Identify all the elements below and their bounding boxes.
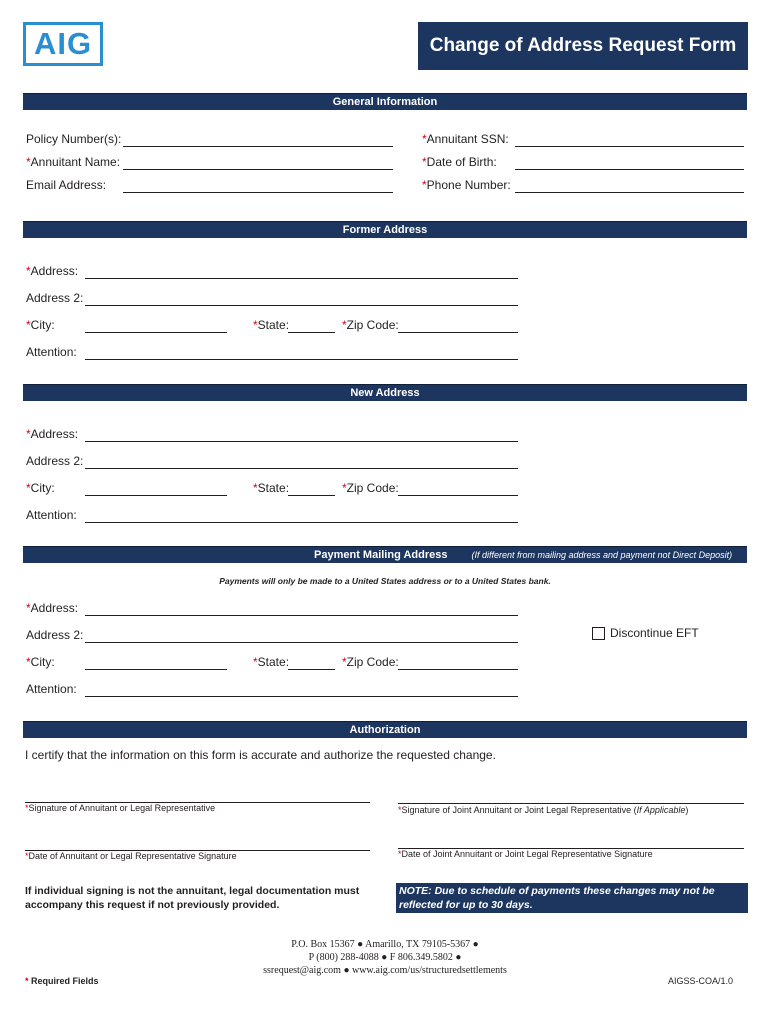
former-address2-label: Address 2: (26, 291, 84, 305)
phone-number-text: Phone Number: (426, 178, 511, 192)
email-label: Email Address: (26, 178, 107, 192)
annuitant-ssn-field[interactable] (515, 146, 744, 147)
required-mark: * (253, 481, 258, 495)
discontinue-eft-checkbox[interactable] (592, 627, 605, 640)
payment-zip-field[interactable] (398, 669, 518, 670)
processing-time-note: NOTE: Due to schedule of payments these changes may not be reflected for up to 30 days. (396, 883, 748, 913)
required-mark: * (26, 318, 31, 332)
former-city-label (26, 318, 55, 332)
former-state-label (253, 318, 289, 332)
new-city-field[interactable] (85, 495, 227, 496)
email-field[interactable] (123, 192, 393, 193)
required-mark: * (25, 803, 29, 813)
new-city-label (26, 481, 55, 495)
required-fields-legend (25, 976, 99, 986)
new-address-field[interactable] (85, 441, 518, 442)
payment-address-field[interactable] (85, 615, 518, 616)
payment-state-text: State: (257, 655, 290, 669)
annuitant-ssn-text: Annuitant SSN: (426, 132, 509, 146)
payment-address2-field[interactable] (85, 642, 518, 643)
annuitant-ssn-label (422, 132, 509, 146)
required-mark: * (422, 178, 427, 192)
policy-number-field[interactable] (123, 146, 393, 147)
payment-section-title: Payment Mailing Address (314, 549, 448, 561)
section-authorization: Authorization (23, 721, 747, 738)
annuitant-name-text: Annuitant Name: (30, 155, 121, 169)
required-mark: * (26, 264, 31, 278)
section-general-information: General Information (23, 93, 747, 110)
joint-signature-label (398, 805, 688, 815)
annuitant-name-label (26, 155, 120, 169)
former-state-text: State: (257, 318, 290, 332)
date-of-birth-field[interactable] (515, 169, 744, 170)
required-fields-text: Required Fields (31, 976, 99, 986)
payment-address-text: Address: (30, 601, 79, 615)
new-address-text: Address: (30, 427, 79, 441)
new-city-text: City: (30, 481, 55, 495)
annuitant-signature-text: Signature of Annuitant or Legal Representative (28, 803, 216, 813)
former-zip-field[interactable] (398, 332, 518, 333)
annuitant-date-label (25, 851, 237, 861)
joint-date-label (398, 849, 653, 859)
policy-number-label: Policy Number(s): (26, 132, 122, 146)
former-attention-label: Attention: (26, 345, 77, 359)
required-mark: * (398, 805, 402, 815)
required-mark: * (398, 849, 402, 859)
joint-signature-if-applicable: If Applicable (636, 805, 686, 815)
footer-phone-fax: P (800) 288-4088 ● F 806.349.5802 ● (308, 952, 462, 963)
section-former-address: Former Address (23, 221, 747, 238)
new-attention-field[interactable] (85, 522, 518, 523)
required-mark: * (422, 155, 427, 169)
joint-signature-field[interactable] (398, 803, 744, 804)
aig-logo: AIG (23, 22, 103, 66)
form-title: Change of Address Request Form (418, 22, 748, 70)
joint-signature-suffix: ) (685, 805, 689, 815)
former-address-field[interactable] (85, 278, 518, 279)
payment-zip-label (342, 655, 399, 669)
required-mark: * (342, 481, 347, 495)
payment-state-field[interactable] (288, 669, 335, 670)
date-of-birth-text: Date of Birth: (426, 155, 497, 169)
required-mark: * (253, 655, 258, 669)
required-mark: * (342, 655, 347, 669)
new-zip-field[interactable] (398, 495, 518, 496)
payment-section-note: (If different from mailing address and payment not Direct Deposit) (471, 550, 733, 560)
former-address2-field[interactable] (85, 305, 518, 306)
former-state-field[interactable] (288, 332, 335, 333)
phone-number-field[interactable] (515, 192, 744, 193)
payment-address2-label: Address 2: (26, 628, 84, 642)
required-mark: * (422, 132, 427, 146)
new-address2-field[interactable] (85, 468, 518, 469)
required-mark: * (26, 427, 31, 441)
joint-signature-prefix: Signature of Joint Annuitant or Joint Legal Representative ( (401, 805, 637, 815)
new-address-label (26, 427, 78, 441)
required-mark: * (253, 318, 258, 332)
required-mark: * (342, 318, 347, 332)
discontinue-eft-label: Discontinue EFT (610, 626, 699, 640)
payment-address-label (26, 601, 78, 615)
annuitant-date-text: Date of Annuitant or Legal Representative Signature (28, 851, 237, 861)
former-address-text: Address: (30, 264, 79, 278)
footer-contact: ssrequest@aig.com ● www.aig.com/us/structuredsettlements (263, 965, 507, 976)
joint-date-text: Date of Joint Annuitant or Joint Legal Representative Signature (401, 849, 653, 859)
annuitant-signature-label (25, 803, 215, 813)
required-mark: * (26, 601, 31, 615)
former-zip-text: Zip Code: (346, 318, 399, 332)
date-of-birth-label (422, 155, 497, 169)
annuitant-name-field[interactable] (123, 169, 393, 170)
new-attention-label: Attention: (26, 508, 77, 522)
legal-documentation-notice: If individual signing is not the annuitant, legal documentation must accompany this request if not previously provided. (25, 885, 360, 911)
payment-statement: Payments will only be made to a United States address or to a United States bank. (219, 576, 551, 586)
payment-attention-field[interactable] (85, 696, 518, 697)
payment-city-label (26, 655, 55, 669)
new-zip-text: Zip Code: (346, 481, 399, 495)
payment-attention-label: Attention: (26, 682, 77, 696)
required-mark: * (26, 481, 31, 495)
form-code: AIGSS-COA/1.0 (668, 976, 734, 986)
required-mark: * (25, 976, 29, 986)
certify-statement: I certify that the information on this form is accurate and authorize the requested change. (25, 748, 496, 762)
section-new-address: New Address (23, 384, 747, 401)
phone-number-label (422, 178, 511, 192)
section-payment-mailing-address (23, 546, 747, 563)
former-city-field[interactable] (85, 332, 227, 333)
footer-address: P.O. Box 15367 ● Amarillo, TX 79105-5367 ● (291, 939, 479, 950)
new-address2-label: Address 2: (26, 454, 84, 468)
payment-city-text: City: (30, 655, 55, 669)
payment-zip-text: Zip Code: (346, 655, 399, 669)
former-address-label (26, 264, 78, 278)
required-mark: * (25, 851, 29, 861)
former-city-text: City: (30, 318, 55, 332)
new-state-field[interactable] (288, 495, 335, 496)
new-state-text: State: (257, 481, 290, 495)
new-zip-label (342, 481, 399, 495)
former-zip-label (342, 318, 399, 332)
former-attention-field[interactable] (85, 359, 518, 360)
required-mark: * (26, 655, 31, 669)
payment-city-field[interactable] (85, 669, 227, 670)
new-state-label (253, 481, 289, 495)
required-mark: * (26, 155, 31, 169)
payment-state-label (253, 655, 289, 669)
